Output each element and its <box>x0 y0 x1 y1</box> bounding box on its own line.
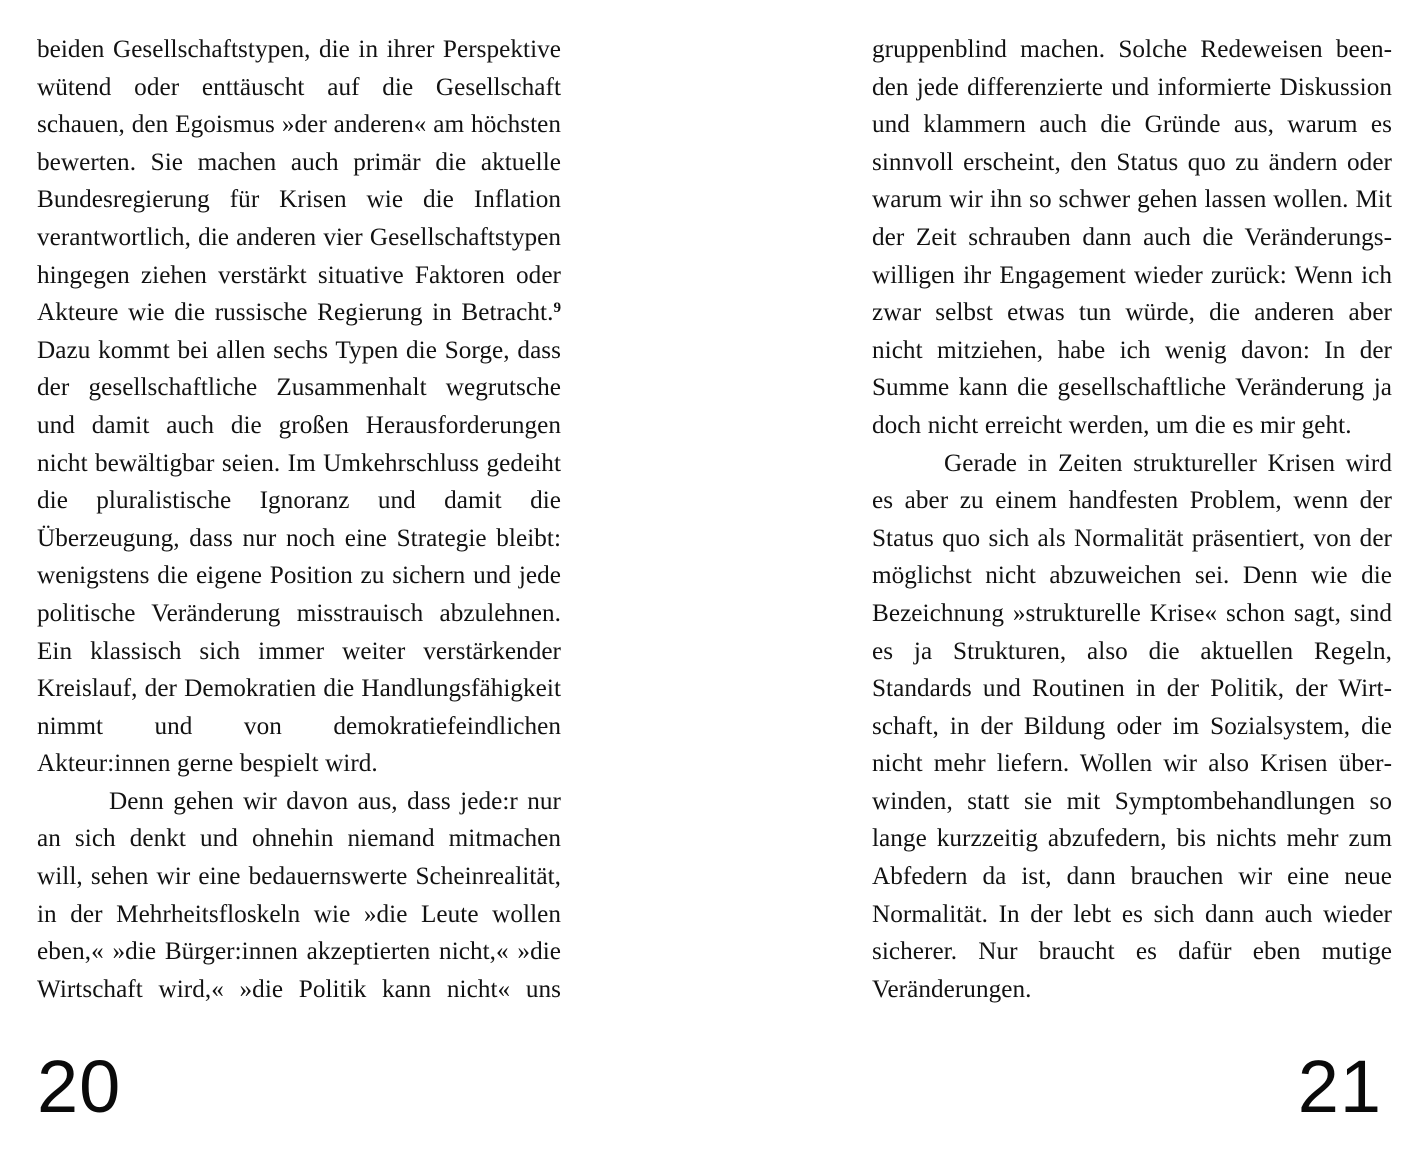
paragraph-gruppenblind-machen <box>872 31 1392 445</box>
paragraph-text: gruppenblind machen. Solche Redeweisen beenden jede differenzierte und informierte Diskussion und klammern auch die Gründe aus, warum es sinnvoll erscheint, den Status quo zu ändern oder warum wir ihn so schwer gehen lassen wollen. Mit der Zeit schrauben dann auch die Veränderungswilligen ihr Engagement wieder zurück: Wenn ich zwar selbst etwas tun würde, die anderen aber nicht mitziehen, habe ich wenig davon: In der Summe kann die gesellschaftliche Veränderung ja doch nicht erreicht werden, um die es mir geht. <box>872 36 1392 439</box>
page-right <box>709 0 1418 1152</box>
page-number-left: 20 <box>37 1045 122 1128</box>
paragraph-continued-from-previous <box>37 31 561 783</box>
paragraph-text: Denn gehen wir davon aus, dass jede:r nur an sich denkt und ohnehin niemand mitmachen will, sehen wir eine bedauernswerte Scheinrealität, in der Mehrheitsfloskeln wie »die Leute wollen eben,« »die Bürger:innen akzeptierten nicht,« »die Wirtschaft wird,« »die Politik kann nicht« uns <box>37 787 561 1003</box>
footnote-marker-9[interactable]: 9 <box>553 300 561 317</box>
paragraph-text-part-1: beiden Gesellschaftstypen, die in ihrer Perspektive wütend oder enttäuscht auf die Gesellschaft schauen, den Egoismus »der anderen« am höchsten bewerten. Sie machen auch primär die aktuelle Bundesregierung für Krisen wie die Inflation verantwortlich, die anderen vier Gesellschaftstypen hingegen ziehen verstärkt situative Faktoren oder Akteure wie die russische Regierung in Betracht. <box>37 36 561 327</box>
paragraph-text: Gerade in Zeiten struktureller Krisen wird es aber zu einem handfesten Problem, wenn der Status quo sich als Normalität präsentiert, von der möglichst nicht abzuweichen sei. Denn wie die Bezeichnung »strukturelle Krise« schon sagt, sind es ja Strukturen, also die aktuellen Regeln, Standards und Routinen in der Politik, der Wirtschaft, in der Bildung oder im Sozialsystem, die nicht mehr liefern. Wollen wir also Krisen überwinden, statt sie mit Symptombehandlungen so lange kurzzeitig abzufedern, bis nichts mehr zum Abfedern da ist, dann brauchen wir eine neue Normalität. In der lebt es sich dann auch wieder sicherer. Nur braucht es dafür eben mutige Veränderungen. <box>872 449 1392 1003</box>
text-block-left <box>37 31 561 1008</box>
page-number-right: 21 <box>1297 1045 1382 1128</box>
paragraph-text-part-2: Dazu kommt bei allen sechs Typen die Sorge, dass der gesellschaftliche Zusammenhalt wegrutsche und damit auch die großen Herausforderungen nicht bewältigbar seien. Im Umkehrschluss gedeiht die pluralistische Ignoranz und damit die Überzeugung, dass nur noch eine Strategie bleibt: wenigstens die eigene Position zu sichern und jede politische Veränderung misstrauisch abzulehnen. Ein klassisch sich immer weiter verstärkender Kreislauf, der Demokratien die Handlungsfähigkeit nimmt und von demokratiefeindlichen Akteur:innen gerne bespielt wird. <box>37 336 561 778</box>
text-block-right <box>872 31 1392 1008</box>
paragraph-gerade-in-zeiten-struktureller-krisen <box>872 445 1392 1009</box>
paragraph-denn-gehen-wir-davon-aus <box>37 783 561 1009</box>
